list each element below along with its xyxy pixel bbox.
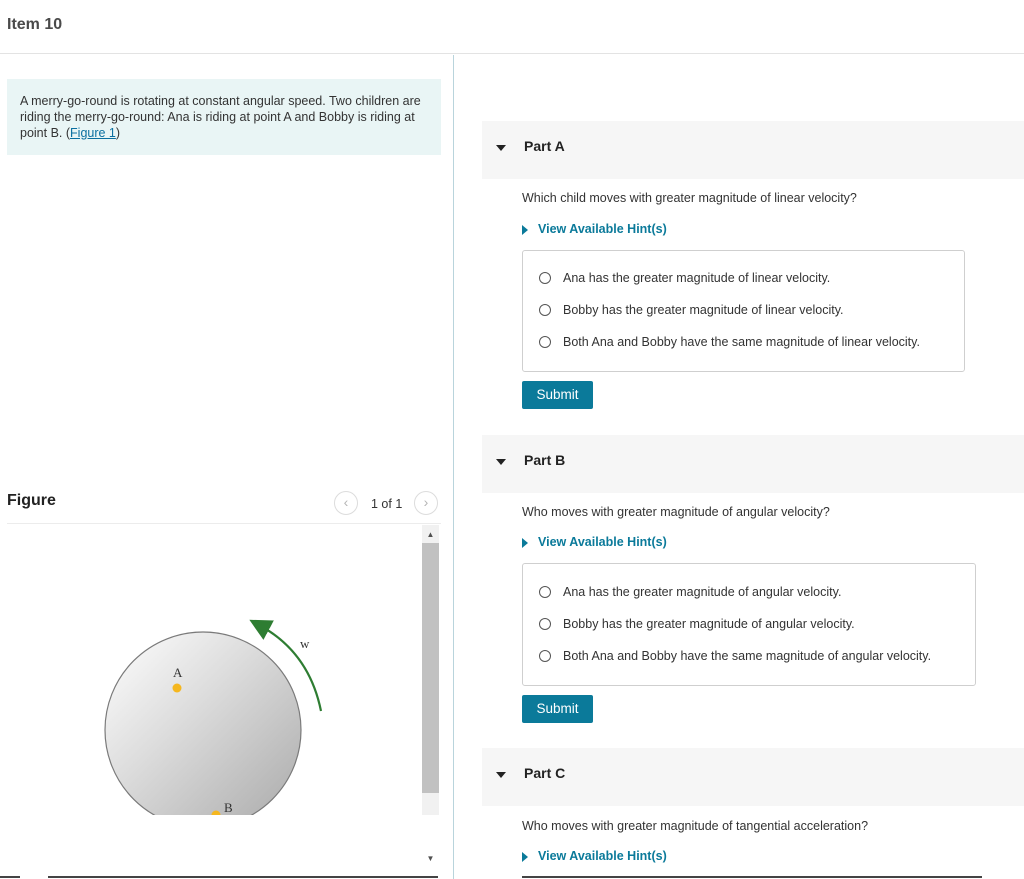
hint-label: View Available Hint(s)	[538, 222, 667, 236]
merry-go-round-diagram	[7, 525, 421, 815]
choice-label: Bobby has the greater magnitude of linear velocity.	[563, 303, 844, 317]
part-b-hint-link[interactable]	[522, 535, 667, 549]
choice-label: Both Ana and Bobby have the same magnitude of linear velocity.	[563, 335, 920, 349]
choice-option[interactable]	[539, 271, 830, 285]
caret-down-icon	[496, 459, 506, 465]
previous-figure-button[interactable]	[334, 491, 358, 515]
point-b-label: B	[224, 800, 233, 815]
part-c-hint-link[interactable]	[522, 849, 667, 863]
part-c-question: Who moves with greater magnitude of tangential acceleration?	[522, 819, 869, 833]
scroll-up-icon[interactable]: ▲	[426, 530, 435, 539]
item-header	[0, 0, 1024, 54]
part-a-title: Part A	[524, 138, 565, 154]
part-b-header[interactable]	[482, 435, 1024, 493]
choice-option[interactable]	[539, 303, 844, 317]
choice-option[interactable]	[539, 617, 855, 631]
chevron-right-icon: ›	[423, 494, 429, 510]
part-b-submit-button[interactable]: Submit	[522, 695, 593, 723]
figure-title: Figure	[7, 492, 56, 509]
radio-button[interactable]	[539, 272, 551, 284]
choice-option[interactable]	[539, 335, 920, 349]
chevron-left-icon: ‹	[343, 494, 349, 510]
figure-pager: 1 of 1	[371, 497, 403, 511]
part-a-submit-button[interactable]: Submit	[522, 381, 593, 409]
caret-right-icon	[522, 225, 528, 235]
radio-button[interactable]	[539, 586, 551, 598]
radio-button[interactable]	[539, 650, 551, 662]
item-title: Item 10	[7, 16, 63, 33]
scrollbar-thumb[interactable]	[422, 543, 439, 793]
choice-label: Ana has the greater magnitude of angular velocity.	[563, 585, 842, 599]
radio-button[interactable]	[539, 304, 551, 316]
next-figure-button[interactable]	[414, 491, 438, 515]
part-a-header[interactable]	[482, 121, 1024, 179]
caret-down-icon	[496, 145, 506, 151]
hint-label: View Available Hint(s)	[538, 535, 667, 549]
radio-button[interactable]	[539, 618, 551, 630]
choice-label: Both Ana and Bobby have the same magnitude of angular velocity.	[563, 649, 932, 663]
choice-label: Bobby has the greater magnitude of angular velocity.	[563, 617, 855, 631]
problem-statement	[7, 79, 441, 155]
bottom-border-left	[0, 876, 20, 878]
figure-link[interactable]: Figure 1	[70, 126, 116, 140]
problem-text: A merry-go-round is rotating at constant angular speed. Two children are riding the merry-go-round: Ana is riding at point A and Bobby is riding at point B. (	[20, 94, 421, 140]
choice-option[interactable]	[539, 585, 841, 599]
part-c-header[interactable]	[482, 748, 1024, 806]
merry-go-round-disc	[105, 632, 301, 815]
figure-image	[7, 525, 421, 815]
part-b-choices	[522, 563, 976, 686]
caret-right-icon	[522, 538, 528, 548]
choice-option[interactable]	[539, 649, 931, 663]
scroll-down-icon[interactable]: ▼	[426, 854, 435, 863]
part-a-question: Which child moves with greater magnitude of linear velocity?	[522, 191, 857, 205]
point-a-dot	[173, 684, 182, 693]
part-c-title: Part C	[524, 765, 566, 781]
radio-button[interactable]	[539, 336, 551, 348]
point-a-label: A	[173, 665, 183, 680]
part-b-question: Who moves with greater magnitude of angular velocity?	[522, 505, 830, 519]
problem-text-end: )	[115, 126, 121, 140]
part-a-hint-link[interactable]	[522, 222, 667, 236]
caret-down-icon	[496, 772, 506, 778]
bottom-border-right	[522, 876, 982, 878]
bottom-border-mid	[48, 876, 438, 878]
hint-label: View Available Hint(s)	[538, 849, 667, 863]
part-a-choices	[522, 250, 965, 372]
figure-divider	[7, 523, 441, 524]
part-b-title: Part B	[524, 452, 566, 468]
choice-label: Ana has the greater magnitude of linear velocity.	[563, 271, 831, 285]
omega-label: w	[300, 636, 310, 651]
caret-right-icon	[522, 852, 528, 862]
